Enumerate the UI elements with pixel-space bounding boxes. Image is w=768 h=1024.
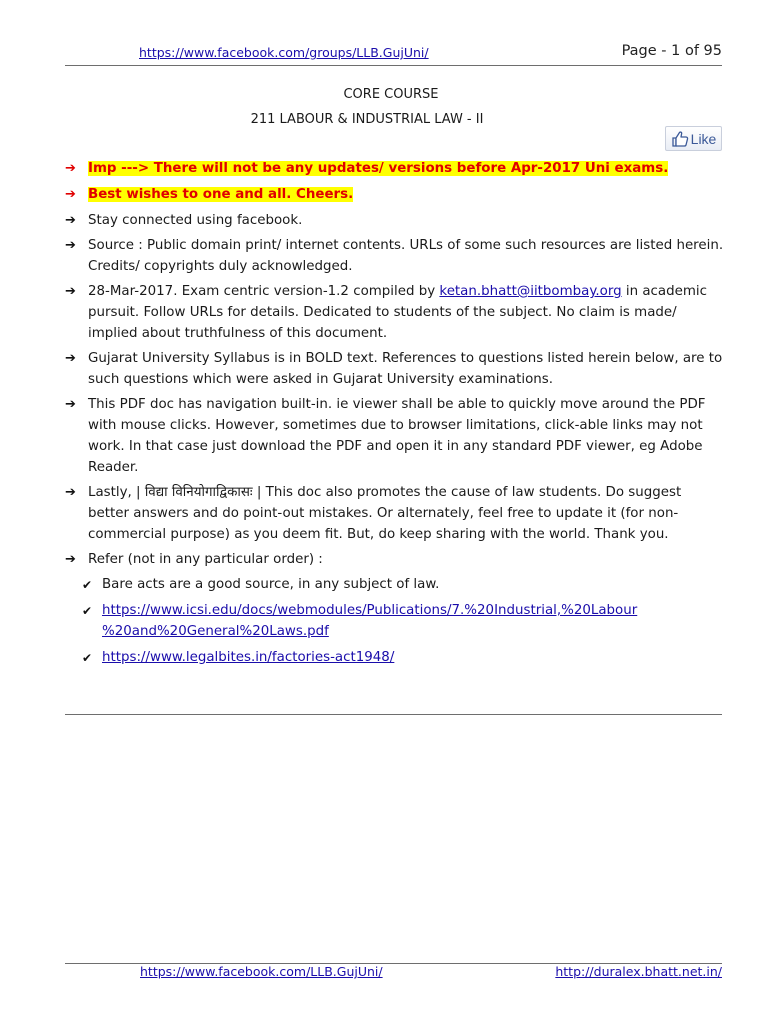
list-item-text: This PDF doc has navigation built-in. ie viewer shall be able to quickly move around the PDF with mouse clicks. However, sometimes due to browser limitations, click-able links may not work. In that case just download the PDF and open it in any standard PDF viewer, eg Adobe Reader. <box>88 397 706 475</box>
arrow-right-icon: ➔ <box>65 485 76 500</box>
reference-item <box>65 600 725 642</box>
reference-item <box>65 574 725 595</box>
arrow-right-icon: ➔ <box>65 351 76 366</box>
facebook-like-button[interactable] <box>665 126 722 151</box>
list-item-text: Lastly, | विद्या विनियोगाद्विकासः | This doc also promotes the cause of law students. Do suggest better answers and do point-out mistakes. Or alternately, feel free to update it (for non-commercial purpose) as you deem fit. But, do keep sharing with the world. Thank you. <box>88 485 682 542</box>
arrow-right-icon: ➔ <box>65 552 76 567</box>
like-label: Like <box>690 130 717 147</box>
list-item-text: Stay connected using facebook. <box>88 213 303 228</box>
reference-text: Bare acts are a good source, in any subject of law. <box>102 577 440 592</box>
list-item <box>65 549 725 570</box>
checkmark-icon: ✔ <box>82 651 93 665</box>
list-item <box>65 184 725 205</box>
list-item <box>65 348 725 390</box>
list-item <box>65 158 725 179</box>
arrow-right-icon: ➔ <box>65 213 76 228</box>
footer-facebook-link[interactable]: https://www.facebook.com/LLB.GujUni/ <box>140 964 383 979</box>
checkmark-icon: ✔ <box>82 604 93 618</box>
header-facebook-group-link[interactable]: https://www.facebook.com/groups/LLB.GujUni/ <box>139 45 429 60</box>
notes-list <box>65 158 725 673</box>
list-item-text: Refer (not in any particular order) : <box>88 552 323 567</box>
checkmark-icon: ✔ <box>82 578 93 592</box>
list-item-text: in academic pursuit. Follow URLs for details. Dedicated to students of the subject. No claim is made/ implied about truthfulness of this document. <box>88 284 707 341</box>
list-item <box>65 281 725 344</box>
author-email-link[interactable]: ketan.bhatt@iitbombay.org <box>439 284 622 299</box>
content-end-divider <box>65 714 722 715</box>
list-item <box>65 482 725 545</box>
list-item-text: Source : Public domain print/ internet contents. URLs of some such resources are listed herein. Credits/ copyrights duly acknowledged. <box>88 238 724 274</box>
arrow-right-icon: ➔ <box>65 238 76 253</box>
reference-item <box>65 647 725 668</box>
icsi-publication-link[interactable]: https://www.icsi.edu/docs/webmodules/Publications/7.%20Industrial,%20Labour %20and%20General%20Laws.pdf <box>102 603 638 639</box>
list-item <box>65 210 725 231</box>
list-item <box>65 235 725 277</box>
course-title: 211 LABOUR & INDUSTRIAL LAW - II <box>250 112 484 127</box>
list-item-text: Gujarat University Syllabus is in BOLD text. References to questions listed herein below, are to such questions which were asked in Gujarat University examinations. <box>88 351 723 387</box>
footer-website-link[interactable]: http://duralex.bhatt.net.in/ <box>555 964 722 979</box>
page-indicator: Page - 1 of 95 <box>621 43 722 59</box>
arrow-right-icon: ➔ <box>65 397 76 412</box>
legalbites-link[interactable]: https://www.legalbites.in/factories-act1948/ <box>102 650 395 665</box>
arrow-right-icon: ➔ <box>65 161 76 176</box>
arrow-right-icon: ➔ <box>65 187 76 202</box>
course-heading: CORE COURSE <box>343 87 439 102</box>
header-divider <box>65 65 722 66</box>
best-wishes-notice: Best wishes to one and all. Cheers. <box>88 187 354 202</box>
arrow-right-icon: ➔ <box>65 284 76 299</box>
list-item-text: 28-Mar-2017. Exam centric version-1.2 compiled by <box>88 284 440 299</box>
thumbs-up-icon <box>671 130 689 148</box>
list-item <box>65 394 725 478</box>
important-notice: Imp ---> There will not be any updates/ versions before Apr-2017 Uni exams. <box>88 161 669 176</box>
